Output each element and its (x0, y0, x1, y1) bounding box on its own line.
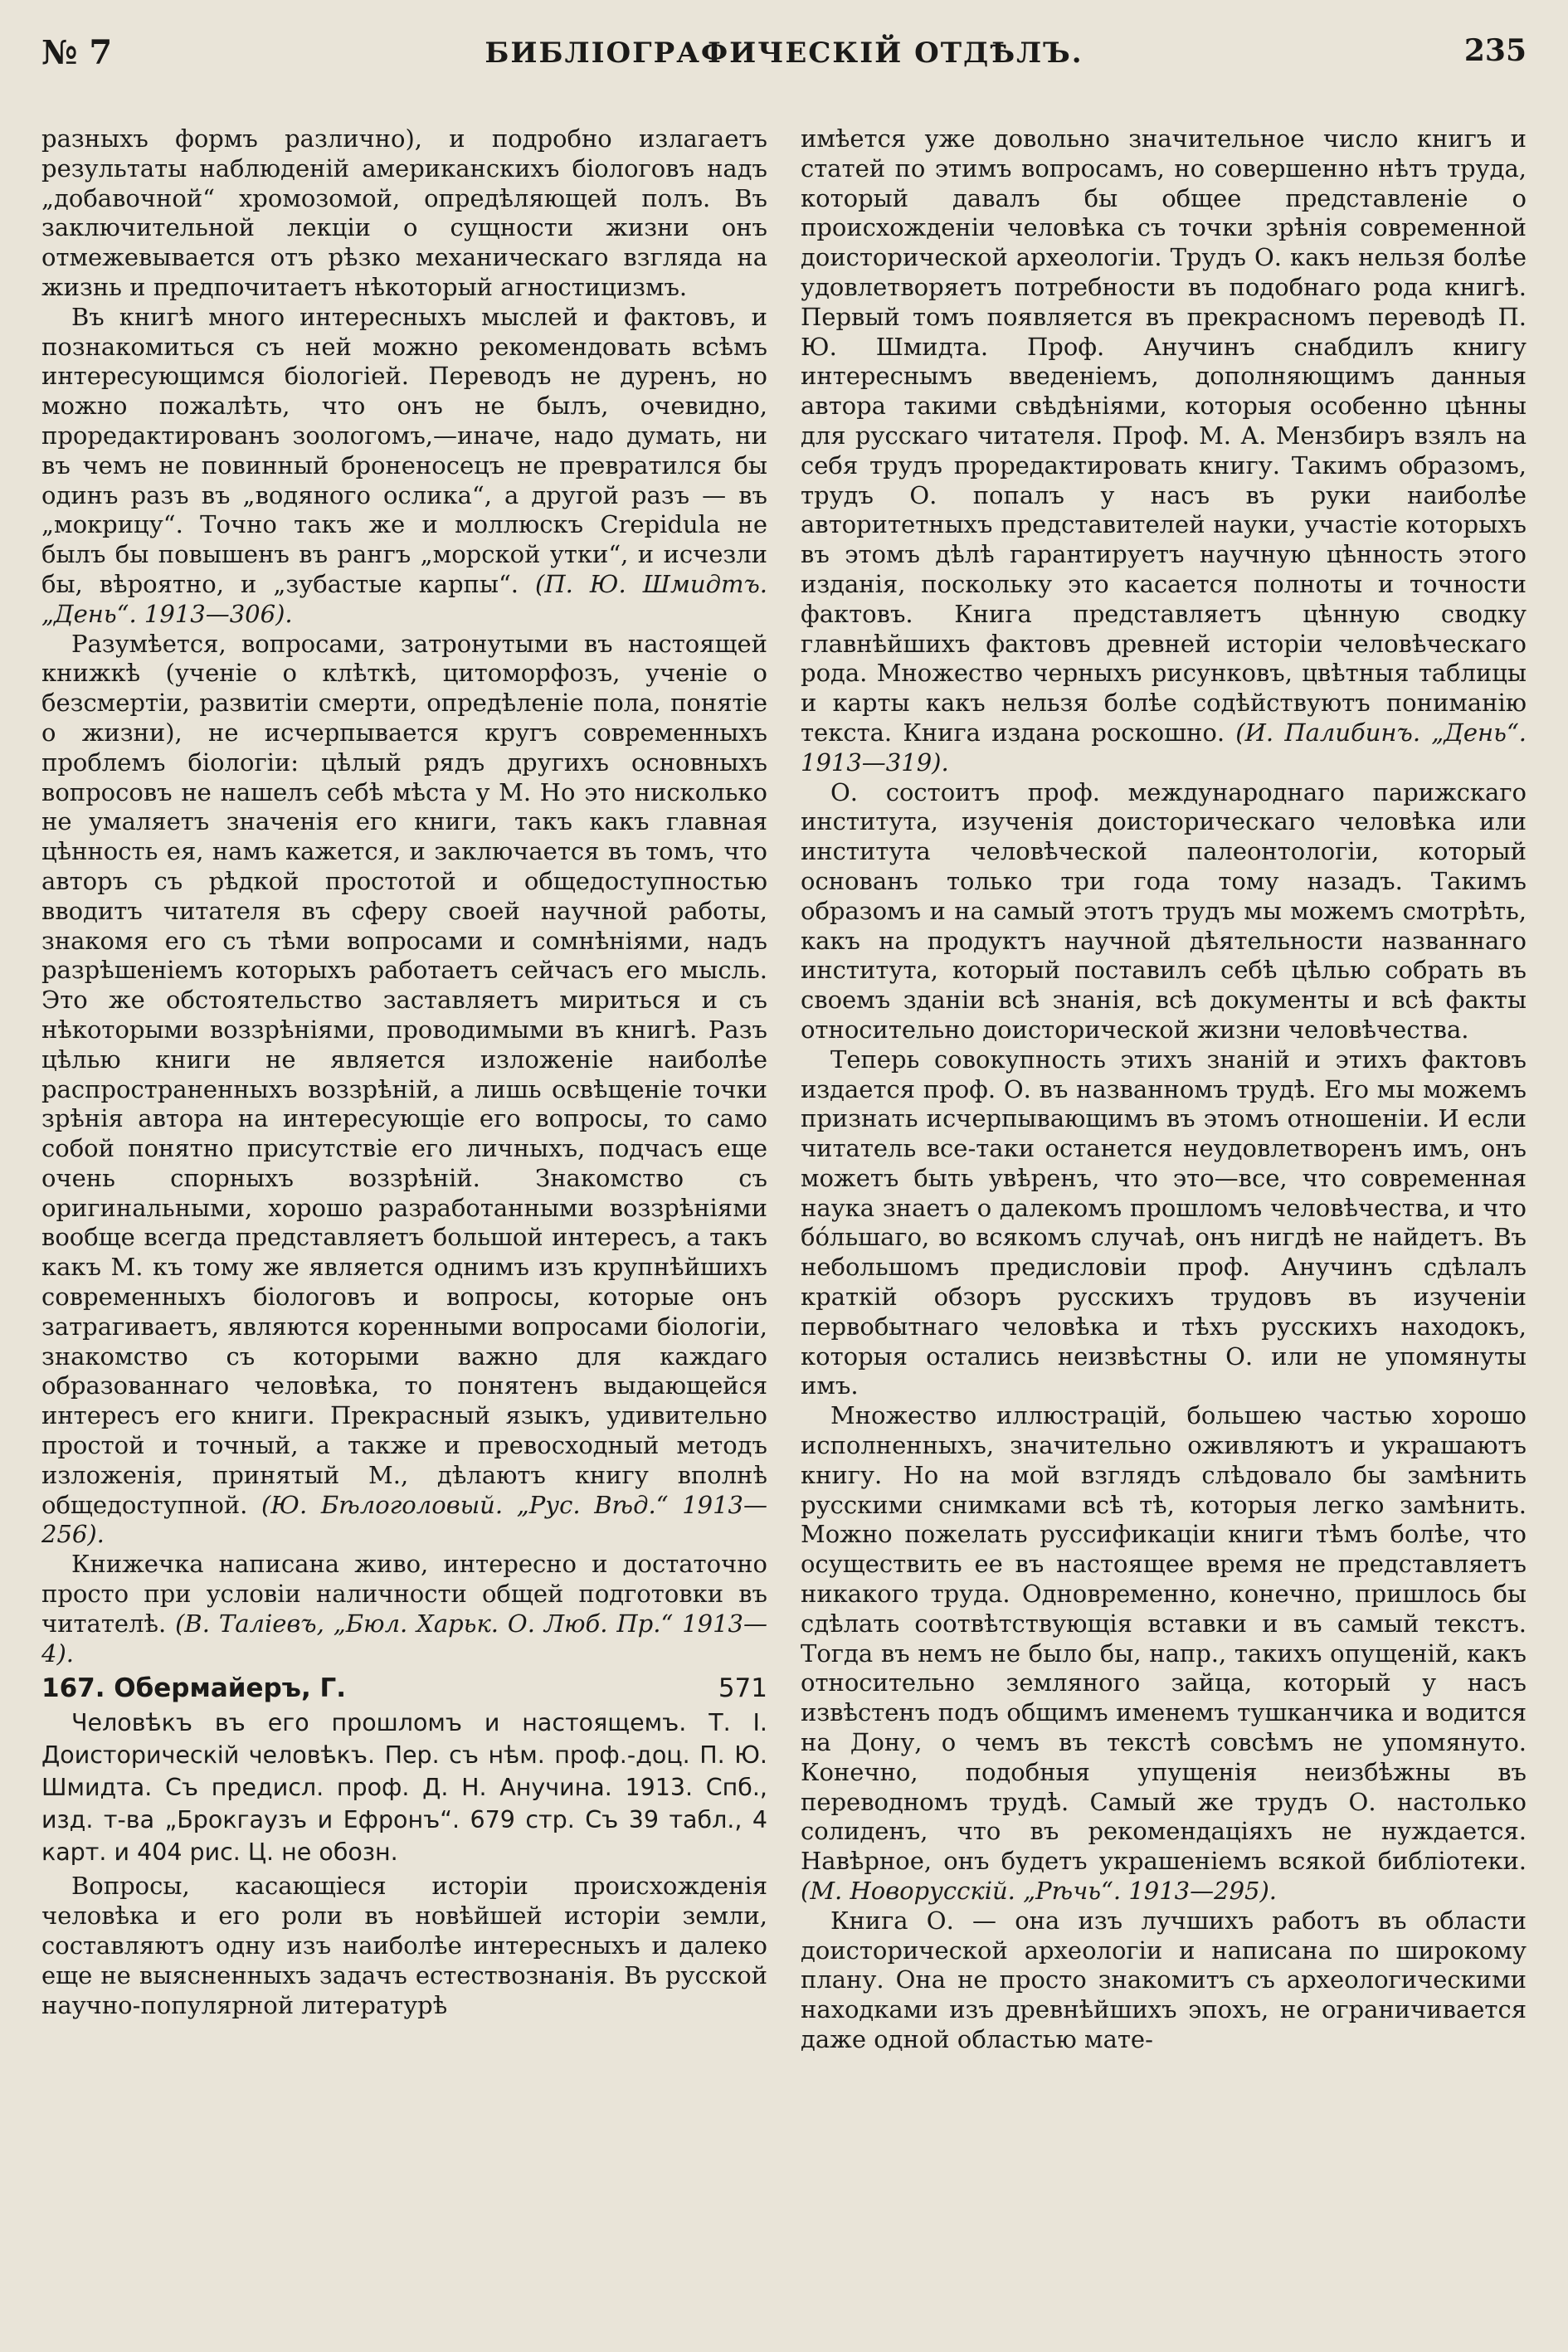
section-title: БИБЛІОГРАФИЧЕСКІЙ ОТДѢЛЪ. (485, 37, 1083, 70)
entry-description: Человѣкъ въ его прошломъ и настоящемъ. Т. I. Доисторическій человѣкъ. Пер. съ нѣм. проф.-доц. П. Ю. Шмидта. Съ предисл. проф. Д. Н. Анучина. 1913. Спб., изд. т-ва „Брокгаузъ и Ефронъ“. 679 стр. Съ 39 табл., 4 карт. и 404 рис. Ц. не обозн. (41, 1709, 767, 1867)
review-source: (М. Новорусскій. „Рѣчь“. 1913—295). (801, 1877, 1278, 1906)
entry-heading (41, 1672, 767, 1705)
entry-number-author: 167. Обермайеръ, Г. (41, 1673, 347, 1704)
paragraph: имѣется уже довольно значительное число книгъ и статей по этимъ вопросамъ, но совершенно нѣтъ труда, который давалъ бы общее представленіе о происхожденіи человѣка съ точки зрѣнія современной доисторической археологіи. Трудъ О. какъ нельзя болѣе удовлетворяетъ потребности въ подобнаго рода книгѣ. Первый томъ появляется въ прекрасномъ переводѣ П. Ю. Шмидта. Проф. Анучинъ снабдилъ книгу интереснымъ введеніемъ, дополняющимъ данныя автора такими свѣдѣніями, которыя особенно цѣнны для русскаго читателя. Проф. М. А. Мензбиръ взялъ на себя трудъ проредактировать книгу. Такимъ образомъ, трудъ О. попалъ у насъ въ руки наиболѣе авторитетныхъ представителей науки, участіе которыхъ въ этомъ дѣлѣ гарантируетъ научную цѣнность этого изданія, поскольку это касается полноты и точности фактовъ. Книга представляетъ цѣнную сводку главнѣйшихъ фактовъ древней исторіи человѣческаго рода. Множество черныхъ рисунковъ, цвѣтныя таблицы и карты какъ нельзя болѣе содѣйствуютъ пониманію текста. Книга издана роскошно. (И. Палибинъ. „День“. 1913—319). (801, 124, 1527, 777)
review-source: (И. Палибинъ. „День“. 1913—319). (801, 718, 1527, 777)
paragraph: Книжечка написана живо, интересно и достаточно просто при условіи наличности общей подготовки въ читателѣ. (В. Таліевъ, „Бюл. Харьк. О. Люб. Пр.“ 1913—4). (41, 1550, 768, 1668)
paragraph: Книга О. — она изъ лучшихъ работъ въ области доисторической археологіи и написана по широкому плану. Она не просто знакомитъ съ археологическими находками изъ древнѣйшихъ эпохъ, не ограничивается даже одной областью мате- (801, 1906, 1527, 2053)
paragraph: Разумѣется, вопросами, затронутыми въ настоящей книжкѣ (ученіе о клѣткѣ, цитоморфозъ, ученіе о безсмертіи, развитіи смерти, опредѣленіе пола, понятіе о жизни), не исчерпывается кругъ современныхъ проблемъ біологіи: цѣлый рядъ другихъ основныхъ вопросовъ не нашелъ себѣ мѣста у М. Но это нисколько не умаляетъ значенія его книги, такъ какъ главная цѣнность ея, намъ кажется, и заключается въ томъ, что авторъ съ рѣдкой простотой и общедоступностью вводитъ читателя въ сферу своей научной работы, знакомя его съ тѣми вопросами и сомнѣніями, надъ разрѣшеніемъ которыхъ работаетъ сейчасъ его мысль. Это же обстоятельство заставляетъ мириться и съ нѣкоторыми воззрѣніями, проводимыми въ книгѣ. Разъ цѣлью книги не является изложеніе наиболѣе распространенныхъ воззрѣній, а лишь освѣщеніе точки зрѣнія автора на интересующіе его вопросы, то само собой понятно присутствіе его личныхъ, подчасъ еще очень спорныхъ воззрѣній. Знакомство съ оригинальными, хорошо разработанными воззрѣніями вообще всегда представляетъ большой интересъ, а такъ какъ М. къ тому же является однимъ изъ крупнѣйшихъ современныхъ біологовъ и вопросы, которые онъ затрагиваетъ, являются коренными вопросами біологіи, знакомство съ которыми важно для каждаго образованнаго человѣка, то понятенъ выдающейся интересъ его книги. Прекрасный языкъ, удивительно простой и точный, а также и превосходный методъ изложенія, принятый М., дѣлаютъ книгу вполнѣ общедоступной. (Ю. Бѣлоголовый. „Рус. Вѣд.“ 1913—256). (41, 629, 767, 1549)
left-column (41, 124, 767, 2020)
page-number: 235 (1463, 33, 1527, 68)
paragraph: Теперь совокупность этихъ знаній и этихъ фактовъ издается проф. О. въ названномъ трудѣ. Его мы можемъ признать исчерпывающимъ въ этомъ отношеніи. И если читатель все-таки останется неудовлетворенъ имъ, онъ можетъ быть увѣренъ, что это—все, что современная наука знаетъ о далекомъ прошломъ человѣчества, и что бо́льшаго, во всякомъ случаѣ, онъ нигдѣ не найдетъ. Въ небольшомъ предисловіи проф. Анучинъ сдѣлалъ краткій обзоръ русскихъ трудовъ въ изученіи первобытнаго человѣка и тѣхъ русскихъ находокъ, которыя остались неизвѣстны О. или не упомянуты имъ. (801, 1045, 1527, 1400)
review-source: (В. Таліевъ, „Бюл. Харьк. О. Люб. Пр.“ 1913—4). (41, 1609, 768, 1668)
paragraph: разныхъ формъ различно), и подробно излагаетъ результаты наблюденій американскихъ біологовъ надъ „добавочной“ хромозомой, опредѣляющей полъ. Въ заключительной лекціи о сущности жизни онъ отмежевывается отъ рѣзко механическаго взгляда на жизнь и предпочитаетъ нѣкоторый агностицизмъ. (41, 124, 767, 301)
paragraph: Въ книгѣ много интересныхъ мыслей и фактовъ, и познакомиться съ ней можно рекомендовать всѣмъ интересующимся біологіей. Переводъ не дуренъ, но можно пожалѣть, что онъ не былъ, очевидно, проредактированъ зоологомъ,—иначе, надо думать, ни въ чемъ не повинный броненосецъ не превратился бы одинъ разъ въ „водяного ослика“, а другой разъ — въ „мокрицу“. Точно такъ же и моллюскъ Crepidula не былъ бы повышенъ въ рангъ „морской утки“, и исчезли бы, вѣроятно, и „зубастые карпы“. (П. Ю. Шмидтъ. „День“. 1913—306). (41, 302, 767, 628)
review-source: (Ю. Бѣлоголовый. „Рус. Вѣд.“ 1913—256). (41, 1490, 767, 1549)
paragraph: Вопросы, касающіеся исторіи происхожденія человѣка и его роли въ новѣйшей исторіи земли, составляютъ одну изъ наиболѣе интересныхъ и далеко еще не выясненныхъ задачъ естествознанія. Въ русской научно-популярной литературѣ (41, 1872, 767, 2019)
issue-number: № 7 (41, 33, 113, 72)
paragraph: О. состоитъ проф. международнаго парижскаго института, изученія доисторическаго человѣка или института человѣческой палеонтологіи, который основанъ только три года тому назадъ. Такимъ образомъ и на самый этотъ трудъ мы можемъ смотрѣть, какъ на продуктъ научной дѣятельности названнаго института, который поставилъ себѣ цѣлью собрать въ своемъ зданіи всѣ знанія, всѣ документы и всѣ факты относительно доисторической жизни человѣчества. (801, 777, 1527, 1044)
right-column (801, 124, 1527, 2055)
paragraph: Множество иллюстрацій, большею частью хорошо исполненныхъ, значительно оживляютъ и украшаютъ книгу. Но на мой взглядъ слѣдовало бы замѣнить русскими снимками всѣ тѣ, которыя легко замѣнить. Можно пожелать руссификаціи книги тѣмъ болѣе, что осуществить ее въ настоящее время не представляетъ никакого труда. Одновременно, конечно, пришлось бы сдѣлать соотвѣтствующія вставки и въ самый текстъ. Тогда въ немъ не было бы, напр., такихъ опущеній, какъ относительно земляного зайца, который у насъ извѣстенъ подъ общимъ именемъ тушканчика и водится на Дону, о чемъ въ текстѣ совсѣмъ не упомянуто. Конечно, подобныя упущенія неизбѣжны въ переводномъ трудѣ. Самый же трудъ О. настолько солиденъ, что въ рекомендаціяхъ не нуждается. Навѣрное, онъ будетъ украшеніемъ всякой библіотеки. (М. Новорусскій. „Рѣчь“. 1913—295). (801, 1401, 1527, 1906)
page-header (41, 33, 1527, 83)
review-source: (П. Ю. Шмидтъ. „День“. 1913—306). (41, 569, 767, 628)
entry-code: 571 (718, 1673, 767, 1704)
